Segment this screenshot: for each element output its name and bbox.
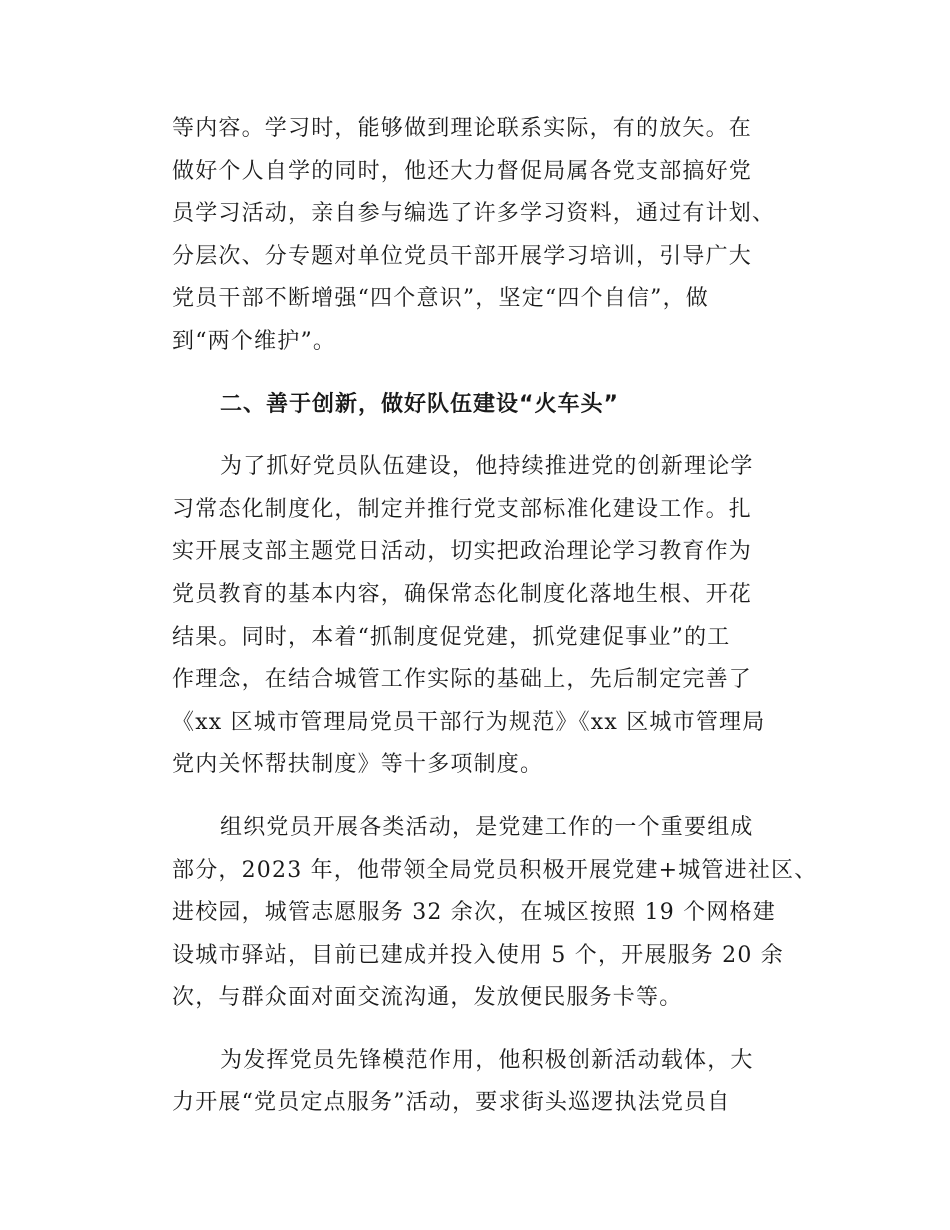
text-line: 部分，2023 年，他带领全局党员积极开展党建+城管进社区、 xyxy=(172,857,818,883)
text-line: 进校园，城管志愿服务 32 余次，在城区按照 19 个网格建 xyxy=(172,900,776,926)
paragraph-team-building xyxy=(172,446,812,787)
paragraph-gap xyxy=(172,1020,812,1040)
text-line: 为发挥党员先锋模范作用，他积极创新活动载体，大 xyxy=(220,1047,754,1073)
text-line: 为了抓好党员队伍建设，他持续推进党的创新理论学 xyxy=(220,454,754,480)
text-line: 实开展支部主题党日活动，切实把政治理论学习教育作为 xyxy=(172,539,753,565)
text-line: 力开展“党员定点服务”活动，要求街头巡逻执法党员自 xyxy=(172,1090,731,1116)
text-line: 结果。同时，本着“抓制度促党建，抓党建促事业”的工 xyxy=(172,624,731,650)
paragraph-gap xyxy=(172,787,812,807)
text-line: 设城市驿站，目前已建成并投入使用 5 个，开展服务 20 余 xyxy=(172,942,784,968)
text-line: 次，与群众面对面交流沟通，发放便民服务卡等。 xyxy=(172,985,683,1011)
text-line: 党内关怀帮扶制度》等十多项制度。 xyxy=(172,752,544,778)
text-line: 分层次、分专题对单位党员干部开展学习培训，引导广大 xyxy=(172,243,753,269)
text-line: 《xx 区城市管理局党员干部行为规范》《xx 区城市管理局 xyxy=(172,709,766,735)
paragraph-vanguard xyxy=(172,1040,812,1125)
text-line: 作理念，在结合城管工作实际的基础上，先后制定完善了 xyxy=(172,667,753,693)
text-line: 组织党员开展各类活动，是党建工作的一个重要组成 xyxy=(220,814,754,840)
text-line: 等内容。学习时，能够做到理论联系实际，有的放矢。在 xyxy=(172,116,753,141)
paragraph-activities xyxy=(172,807,818,1020)
paragraph-gap xyxy=(172,364,812,384)
text-line: 党员干部不断增强“四个意识”，坚定“四个自信”，做 xyxy=(172,286,709,312)
text-line: 到“两个维护”。 xyxy=(172,328,337,354)
document-body xyxy=(172,108,818,1125)
text-line: 习常态化制度化，制定并推行党支部标准化建设工作。扎 xyxy=(172,496,753,522)
paragraph-gap xyxy=(172,426,812,446)
text-line: 做好个人自学的同时，他还大力督促局属各党支部搞好党 xyxy=(172,158,753,184)
section-heading: 二、善于创新，做好队伍建设“火车头” xyxy=(220,391,619,417)
paragraph-study-content xyxy=(172,108,812,364)
text-line: 党员教育的基本内容，确保常态化制度化落地生根、开花 xyxy=(172,581,753,607)
text-line: 员学习活动，亲自参与编选了许多学习资料，通过有计划、 xyxy=(172,201,776,227)
